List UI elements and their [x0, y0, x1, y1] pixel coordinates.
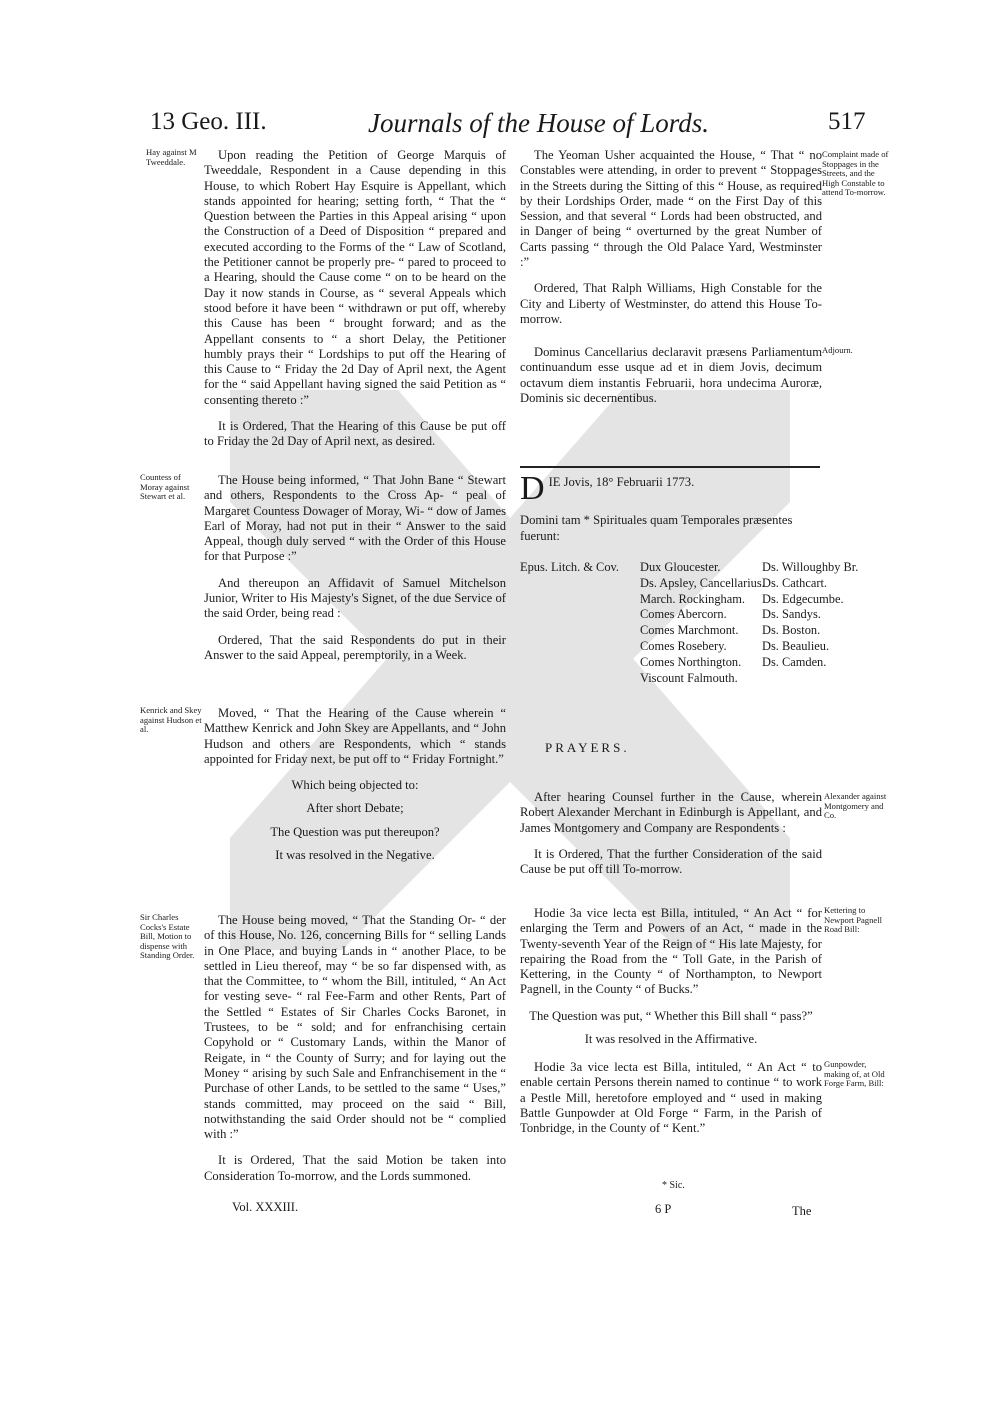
left-column-moray — [204, 473, 506, 674]
margin-note-gunpowder: Gunpowder, making of, at Old Forge Farm, Bill: — [824, 1059, 885, 1089]
right-column-gunpowder — [520, 1060, 822, 1147]
attendee: Ds. Willoughby Br. — [762, 560, 859, 574]
paragraph-moray-informed: The House being informed, “ That John Bane “ Stewart and others, Respondents to the Cross Ap- “ peal of Margaret Countess Dowager of Moray, Wi- “ dow of James Earl of Moray, had not put in their “ Answer to the said Appeal, though duly served “ with the Order of this House for that Purpose :” — [204, 473, 506, 564]
left-column — [204, 148, 506, 461]
paragraph-order-cocks: It is Ordered, That the said Motion be taken into Consideration To-morrow, and the Lords summoned. — [204, 1153, 506, 1183]
proceeding-debate: After short Debate; — [306, 801, 404, 816]
attendee: Comes Rosebery. — [640, 638, 727, 653]
attendee: Epus. Litch. & Cov. — [520, 560, 620, 574]
paragraph-yeoman-usher: The Yeoman Usher acquainted the House, “ That “ no Constables were attending, in order to prevent “ Stoppages in the Streets during the Sitting of this “ House, as required by their Lordships Order, made “ on the First Day of this Session, and that several “ Lords had been obstructed, and in Danger of being “ overturned by the great Number of Carts passing “ through the Old Palace Yard, Westminster :” — [520, 148, 822, 270]
margin-note-alexander: Alexander against Montgomery and Co. — [824, 791, 887, 821]
margin-note-cocks: Sir Charles Cocks's Estate Bill, Motion to dispense with Standing Order. — [140, 912, 195, 961]
volume-number: Vol. XXXIII. — [232, 1200, 299, 1214]
proceeding-negative: It was resolved in the Negative. — [275, 848, 435, 863]
right-column-adjourn — [520, 345, 822, 417]
paragraph-order-moray: Ordered, That the said Respondents do put in their Answer to the said Appeal, peremptorily, in a Week. — [204, 632, 506, 662]
left-column-kenrick — [204, 706, 506, 871]
domini-present: Domini tam * Spirituales quam Temporales præsentes fuerunt: — [520, 513, 793, 543]
running-head-regnal-year: 13 Geo. III. — [150, 108, 267, 135]
sitting-heading — [520, 470, 820, 544]
paragraph-tweeddale-petition: Upon reading the Petition of George Marquis of Tweeddale, Respondent in a Cause depending in this House, to which Robert Hay Esquire is Appellant, which stands appointed for hearing; setting forth, “ That the “ Question between the Parties in this Appeal arising “ upon the Construction of a Deed of Disposition “ prepared and executed according to the Forms of the “ Law of Scotland, the Petitioner cannot be properly pre- “ pared to proceed to a Hearing, should the Cause come “ on to be heard on the Day it now stands in Course, as “ several Appeals which stood before it have been “ withdrawn or put off, whereby this Cause has been “ brought forward; and as the Appellant consents to “ a short Delay, the Petitioner humbly prays their “ Lordships to put off the Hearing of this Cause to “ Friday the 2d Day of April next, the Agent for the “ said Appellant having signed the said Petition as “ consenting thereto :” — [204, 148, 506, 407]
prayers-heading: PRAYERS. — [545, 740, 630, 755]
right-column-usher — [520, 148, 822, 338]
drop-cap: D — [520, 470, 545, 507]
margin-note-kenrick: Kenrick and Skey against Hudson et al. — [140, 705, 202, 735]
section-rule — [520, 466, 820, 468]
sitting-date: IE Jovis, 18° Februarii 1773. — [548, 475, 695, 489]
attendee: Ds. Cathcart. — [762, 575, 828, 590]
paragraph-order-alexander: It is Ordered, That the further Consideration of the said Cause be put off till To-morrow. — [520, 846, 822, 877]
attendee: Comes Northington. — [640, 654, 742, 669]
right-column-kettering — [520, 906, 822, 1055]
right-column-alexander — [520, 790, 822, 888]
page-number: 517 — [828, 108, 866, 135]
catchword: The — [792, 1204, 812, 1218]
margin-note-stoppages: Complaint made of Stoppages in the Streets, and the High Constable to attend To-morrow. — [822, 149, 889, 198]
proceeding-objected: Which being objected to: — [291, 778, 419, 793]
paragraph-affidavit: And thereupon an Affidavit of Samuel Mitchelson Junior, Writer to His Majesty's Signet, of the due Service of the said Order, being read : — [204, 575, 506, 621]
left-column-cocks — [204, 913, 506, 1195]
attendance-col-2 — [640, 560, 765, 686]
attendee: Dux Gloucester. — [640, 560, 721, 574]
paragraph-cocks-motion: The House being moved, “ That the Standing Or- “ der of this House, No. 126, concerning Bills for “ selling Lands in One Place, and buying Lands in “ another Place, to be settled in Lieu thereof, may “ be so far dispensed with, as that the Committee, to “ whom the Bill, intituled, “ An Act for vesting seve- “ ral Fee-Farm and other Rents, Part of the Settled “ Estates of Sir Charles Cocks Baronet, in Trustees, to be “ sold; and for enfranchising certain Copyhold or “ Customary Lands, within the Manor of Reigate, in “ the County of Surry; and for laying out the Money “ arising by such Sale and Enfranchisement in the “ Purchase of other Lands, to be settled to the same “ Uses,” stands committed, may proceed on the said “ Bill, notwithstanding the said Order should not be “ complied with :” — [204, 913, 506, 1142]
paragraph-order-williams: Ordered, That Ralph Williams, High Constable for the City and Liberty of Westminster, do attend this House To-morrow. — [520, 281, 822, 326]
paragraph-kenrick-moved: Moved, “ That the Hearing of the Cause wherein “ Matthew Kenrick and John Skey are Appellants, and “ John Hudson and others are Respondents, which “ stands appointed for Friday next, be put off to “ Friday Fortnight.” — [204, 706, 506, 766]
margin-note-adjourn: Adjourn. — [822, 345, 853, 355]
attendee: Comes Marchmont. — [640, 623, 739, 638]
paragraph-gunpowder-bill: Hodie 3a vice lecta est Billa, intituled, “ An Act “ to enable certain Persons therein named to continue “ to work a Pestle Mill, heretofore employed and “ used in making Battle Gunpowder at Old Forge “ Farm, in the Parish of Tonbridge, in the County of “ Kent.” — [520, 1060, 822, 1136]
attendance-col-3 — [762, 560, 882, 671]
attendance-col-1 — [520, 560, 635, 576]
margin-note-kettering: Kettering to Newport Pagnell Road Bill: — [824, 905, 882, 935]
running-head-title: Journals of the House of Lords. — [368, 108, 710, 138]
paragraph-alexander-counsel: After hearing Counsel further in the Cause, wherein Robert Alexander Merchant in Edinburgh is Appellant, and James Montgomery and Company are Respondents : — [520, 790, 822, 835]
attendee: Ds. Sandys. — [762, 607, 821, 622]
paragraph-order-hay: It is Ordered, That the Hearing of this Cause be put off to Friday the 2d Day of April next, as desired. — [204, 419, 506, 449]
attendee: Comes Abercorn. — [640, 607, 727, 622]
attendee: Ds. Edgecumbe. — [762, 591, 844, 606]
paragraph-adjournment: Dominus Cancellarius declaravit præsens Parliamentum continuandum esse usque ad et in diem Jovis, decimum octavum diem instantis Februarii, hora undecima Auroræ, Dominis sic decernentibus. — [520, 345, 822, 405]
attendee: March. Rockingham. — [640, 591, 745, 606]
footnote: * Sic. — [662, 1180, 685, 1191]
attendee: Ds. Beaulieu. — [762, 638, 830, 653]
proceeding-affirmative: It was resolved in the Affirmative. — [584, 1032, 758, 1047]
attendee: Viscount Falmouth. — [640, 670, 738, 685]
proceeding-question-pass: The Question was put, “ Whether this Bill shall “ pass?” — [529, 1008, 813, 1023]
attendee: Ds. Apsley, Cancellarius. — [640, 575, 765, 590]
signature-mark: 6 P — [655, 1202, 672, 1216]
margin-note-hay: Hay against M Tweeddale. — [146, 147, 197, 167]
attendee: Ds. Boston. — [762, 623, 821, 638]
proceeding-question: The Question was put thereupon? — [270, 824, 440, 839]
paragraph-kettering-bill: Hodie 3a vice lecta est Billa, intituled, “ An Act “ for enlarging the Term and Powers of an Act, “ made in the Twenty-seventh Year of the Reign of “ His late Majesty, for repairing the Road from the “ Toll Gate, in the Parish of Kettering, in the County “ of Northampton, to Newport Pagnell, in the County “ of Bucks.” — [520, 906, 822, 997]
attendee: Ds. Camden. — [762, 654, 827, 669]
margin-note-moray: Countess of Moray against Stewart et al. — [140, 472, 190, 502]
